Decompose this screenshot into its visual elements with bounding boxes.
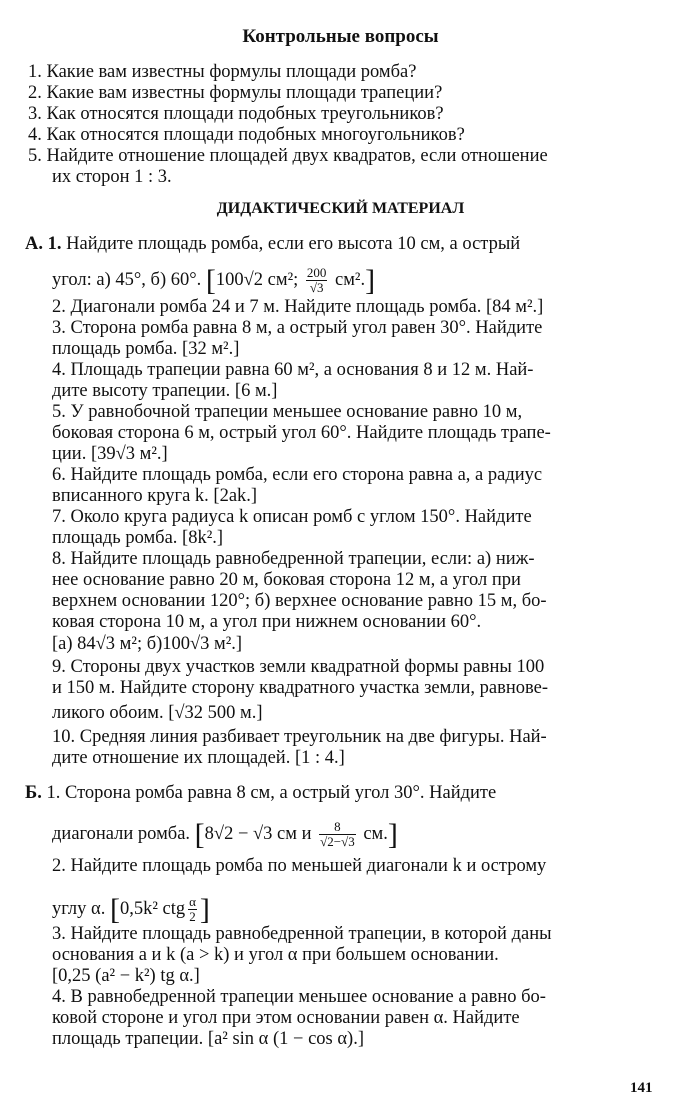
section-b-problem-3-line3: [0,25 (a² − k²) tg α.]: [52, 966, 200, 986]
section-a-problem-2: 2. Диагонали ромба 24 и 7 м. Найдите площадь ромба. [84 м².]: [52, 297, 544, 317]
didactic-title: ДИДАКТИЧЕСКИЙ МАТЕРИАЛ: [216, 200, 465, 217]
section-a-problem-3-line2: площадь ромба. [32 м².]: [52, 339, 240, 359]
answer-unit: см².: [335, 269, 366, 290]
section-a-problem-9-line3: ликого обоим. [√32 500 м.]: [52, 703, 263, 723]
fraction-denominator: √2−√3: [320, 834, 355, 849]
question-2: 2. Какие вам известны формулы площади трапеции?: [28, 83, 443, 103]
answer-part: 0,5k² ctg: [119, 898, 186, 919]
answer-bracket-close: ]: [365, 264, 376, 297]
section-a-problem-8-line5: [а) 84√3 м²; б)100√3 м².]: [52, 634, 243, 654]
answer-bracket-close: ]: [387, 818, 398, 851]
section-a-problem-7-line1: 7. Около круга радиуса k описан ромб с углом 150°. Найдите: [52, 507, 532, 527]
section-a-problem-6-line1: 6. Найдите площадь ромба, если его сторона равна a, а радиус: [52, 465, 543, 485]
section-b-problem-3-line2: основания a и k (a > k) и угол α при большем основании.: [52, 945, 499, 965]
answer-bracket-close: ]: [199, 893, 210, 926]
section-b-problem-4-line3: площадь трапеции. [a² sin α (1 − cos α).]: [52, 1029, 364, 1049]
section-b-label: Б.: [25, 783, 42, 803]
section-a-problem-9-line2: и 150 м. Найдите сторону квадратного участка земли, равнове-: [52, 678, 549, 698]
section-b-problem-2-line1: 2. Найдите площадь ромба по меньшей диагонали k и острому: [52, 856, 547, 876]
section-a-problem-1-line1: [25, 234, 520, 255]
answer-bracket-open: [: [194, 818, 205, 851]
problem-text: угол: а) 45°, б) 60°.: [52, 269, 202, 290]
section-a-problem-5-line2: боковая сторона 6 м, острый угол 60°. Найдите площадь трапе-: [52, 423, 551, 443]
section-a-problem-3-line1: 3. Сторона ромба равна 8 м, а острый угол равен 30°. Найдите: [52, 318, 543, 338]
section-b-problem-1-line1: [25, 783, 496, 804]
answer-fraction: [319, 820, 356, 849]
answer-fraction: [188, 895, 197, 924]
section-a-label: А.: [25, 234, 43, 254]
problem-text: углу α.: [52, 898, 106, 919]
section-a-problem-1-line2: [52, 266, 375, 295]
question-1: 1. Какие вам известны формулы площади ромба?: [28, 62, 417, 82]
section-a-problem-8-line1: 8. Найдите площадь равнобедренной трапеции, если: а) ниж-: [52, 549, 535, 569]
question-5: 5. Найдите отношение площадей двух квадратов, если отношение: [28, 146, 548, 166]
section-a-problem-10-line2: дите отношение их площадей. [1 : 4.]: [52, 748, 345, 768]
section-a-problem-8-line2: нее основание равно 20 м, боковая сторона 12 м, а угол при: [52, 570, 521, 590]
fraction-numerator: α: [189, 894, 196, 909]
section-a-problem-8-line4: ковая сторона 10 м, а угол при нижнем основании 60°.: [52, 612, 482, 632]
control-questions-title: Контрольные вопросы: [242, 26, 439, 47]
section-b-problem-2-line2: [52, 895, 210, 924]
answer-bracket-open: [: [205, 264, 216, 297]
problem-text: Найдите площадь ромба, если его высота 10 см, а острый: [66, 234, 521, 254]
question-3: 3. Как относятся площади подобных треугольников?: [28, 104, 444, 124]
question-4: 4. Как относятся площади подобных многоугольников?: [28, 125, 465, 145]
section-a-problem-8-line3: верхнем основании 120°; б) верхнее основание равно 15 м, бо-: [52, 591, 547, 611]
section-a-problem-5-line1: 5. У равнобочной трапеции меньшее основание равно 10 м,: [52, 402, 523, 422]
problem-text: диагонали ромба.: [52, 823, 191, 844]
fraction-denominator: 2: [189, 909, 196, 924]
section-b-problem-4-line1: 4. В равнобедренной трапеции меньшее основание a равно бо-: [52, 987, 546, 1007]
section-b-problem-1-line2: [52, 820, 398, 849]
fraction-numerator: 200: [306, 265, 327, 280]
answer-bracket-open: [: [109, 893, 120, 926]
section-a-problem-4-line1: 4. Площадь трапеции равна 60 м², а основания 8 и 12 м. Най-: [52, 360, 534, 380]
answer-part: 100√2 см²;: [215, 269, 299, 290]
problem-number: 1.: [47, 234, 62, 254]
section-a-problem-6-line2: вписанного круга k. [2ak.]: [52, 486, 258, 506]
answer-unit: см.: [363, 823, 388, 844]
section-a-problem-5-line3: ции. [39√3 м².]: [52, 444, 168, 464]
section-b-problem-4-line2: ковой стороне и угол при этом основании равен α. Найдите: [52, 1008, 520, 1028]
section-b-problem-3-line1: 3. Найдите площадь равнобедренной трапеции, в которой даны: [52, 924, 552, 944]
page-number: 141: [630, 1080, 653, 1096]
question-5-cont: их сторон 1 : 3.: [52, 167, 172, 187]
section-a-problem-10-line1: 10. Средняя линия разбивает треугольник на две фигуры. Най-: [52, 727, 547, 747]
answer-fraction: [306, 266, 328, 295]
section-a-problem-7-line2: площадь ромба. [8k².]: [52, 528, 224, 548]
section-a-problem-9-line1: 9. Стороны двух участков земли квадратной формы равны 100: [52, 657, 545, 677]
section-a-problem-4-line2: дите высоту трапеции. [6 м.]: [52, 381, 278, 401]
problem-text: 1. Сторона ромба равна 8 см, а острый угол 30°. Найдите: [46, 783, 497, 803]
fraction-numerator: 8: [319, 820, 356, 835]
fraction-denominator: √3: [309, 280, 324, 295]
answer-part: 8√2 − √3 см и: [204, 823, 312, 844]
